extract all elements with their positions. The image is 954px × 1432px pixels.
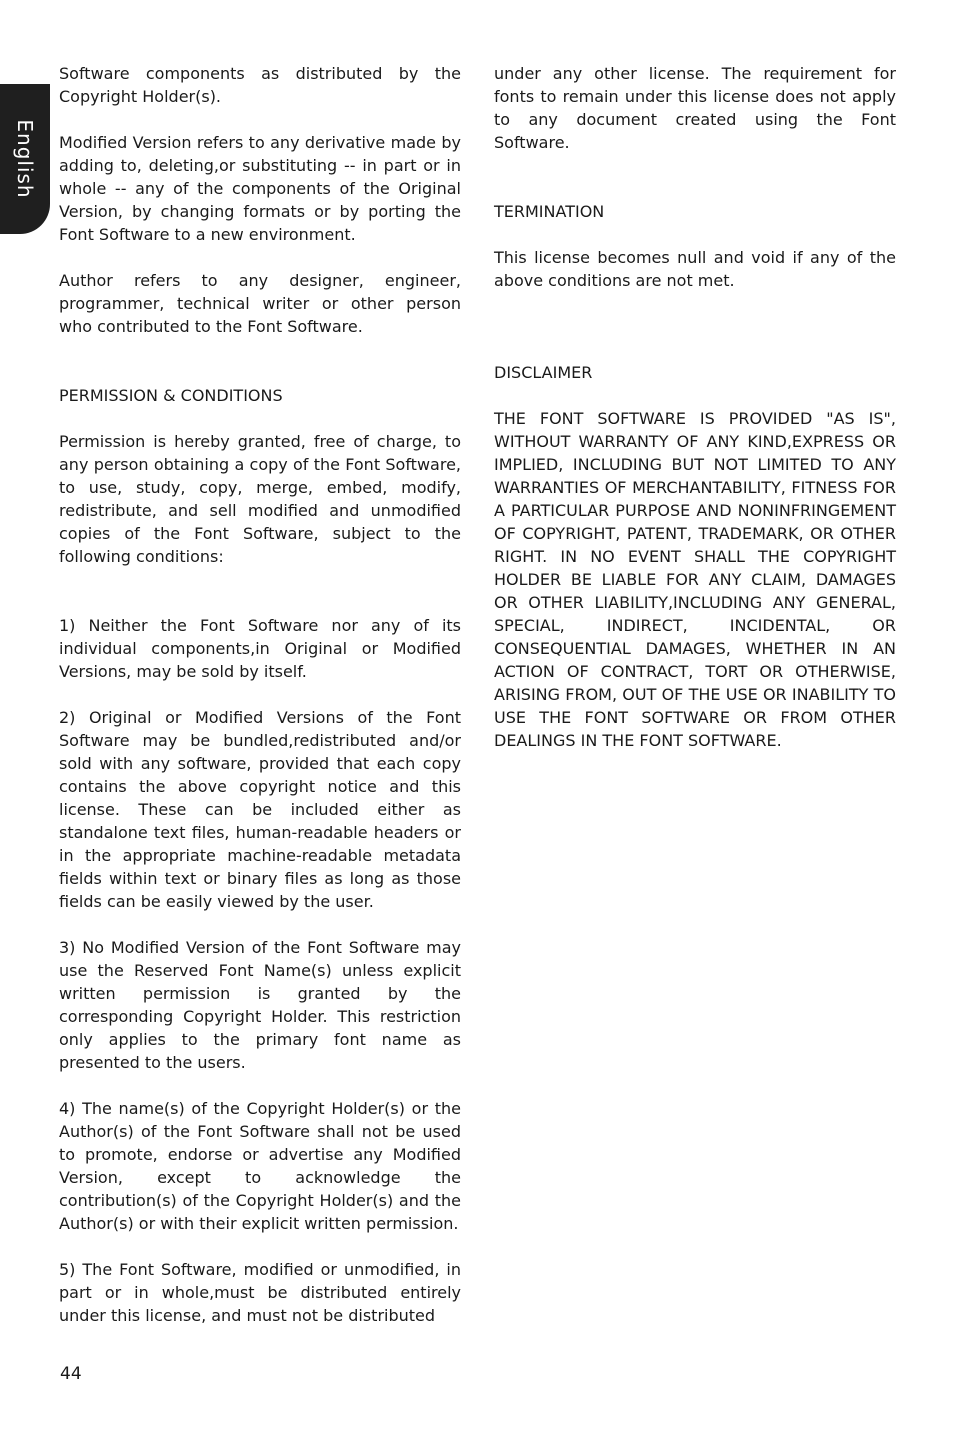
permission-text: Permission is hereby granted, free of charge, to any person obtaining a copy of the Font Software, to use, study, copy, merge, embed, modify, redistribute, and sell modified and unmodified copies of the Font Software, subject to the following conditions: bbox=[59, 432, 461, 566]
paragraph-author: Author refers to any designer, engineer, programmer, technical writer or other person who contributed to the Font Software. bbox=[59, 271, 461, 336]
condition-5: 5) The Font Software, modified or unmodified, in part or in whole,must be distributed entirely under this license, and must not be distributed bbox=[59, 1260, 461, 1325]
section-disclaimer bbox=[494, 338, 896, 775]
condition-1: 1) Neither the Font Software nor any of its individual components,in Original or Modified Versions, may be sold by itself. bbox=[59, 616, 461, 681]
permission-heading: PERMISSION & CONDITIONS bbox=[59, 386, 283, 405]
left-text-column bbox=[59, 62, 461, 1350]
section-permission bbox=[59, 361, 461, 591]
condition-2: 2) Original or Modified Versions of the Font Software may be bundled,redistributed and/or sold with any software, provided that each copy contains the above copyright notice and this license. These can be included either as standalone text files, human-readable headers or in the appropriate machine-readable metadata fields within text or binary files as long as those fields can be easily viewed by the user. bbox=[59, 708, 461, 911]
termination-heading: TERMINATION bbox=[494, 202, 605, 221]
termination-text: This license becomes null and void if any of the above conditions are not met. bbox=[494, 248, 896, 290]
paragraph-software-components: Software components as distributed by the Copyright Holder(s). bbox=[59, 64, 461, 106]
section-termination bbox=[494, 177, 896, 315]
disclaimer-heading: DISCLAIMER bbox=[494, 363, 593, 382]
language-side-tab bbox=[0, 84, 50, 234]
condition-4: 4) The name(s) of the Copyright Holder(s) or the Author(s) of the Font Software shall not be used to promote, endorse or advertise any Modified Version, except to acknowledge the contribution(s) of the Copyright Holder(s) and the Author(s) or with their explicit written permission. bbox=[59, 1099, 461, 1233]
paragraph-continuation: under any other license. The requirement for fonts to remain under this license does not apply to any document created using the Font Software. bbox=[494, 64, 896, 152]
right-text-column bbox=[494, 62, 896, 798]
paragraph-modified-version: Modified Version refers to any derivative made by adding to, deleting,or substituting -- in part or in whole -- any of the components of the Original Version, by changing formats or by porting the Font Software to a new environment. bbox=[59, 133, 461, 244]
language-tab-label: English bbox=[13, 119, 37, 199]
disclaimer-text: THE FONT SOFTWARE IS PROVIDED "AS IS", WITHOUT WARRANTY OF ANY KIND,EXPRESS OR IMPLIED, INCLUDING BUT NOT LIMITED TO ANY WARRANTIES OF MERCHANTABILITY, FITNESS FOR A PARTICULAR PURPOSE AND NONINFRINGEMENT OF COPYRIGHT, PATENT, TRADEMARK, OR OTHER RIGHT. IN NO EVENT SHALL THE COPYRIGHT HOLDER BE LIABLE FOR ANY CLAIM, DAMAGES OR OTHER LIABILITY,INCLUDING ANY GENERAL, SPECIAL, INDIRECT, INCIDENTAL, OR CONSEQUENTIAL DAMAGES, WHETHER IN AN ACTION OF CONTRACT, TORT OR OTHERWISE, ARISING FROM, OUT OF THE USE OR INABILITY TO USE THE FONT SOFTWARE OR FROM OTHER DEALINGS IN THE FONT SOFTWARE. bbox=[494, 409, 896, 750]
page-number: 44 bbox=[60, 1364, 82, 1384]
condition-3: 3) No Modified Version of the Font Software may use the Reserved Font Name(s) unless explicit written permission is granted by the corresponding Copyright Holder. This restriction only applies to the primary font name as presented to the users. bbox=[59, 938, 461, 1072]
